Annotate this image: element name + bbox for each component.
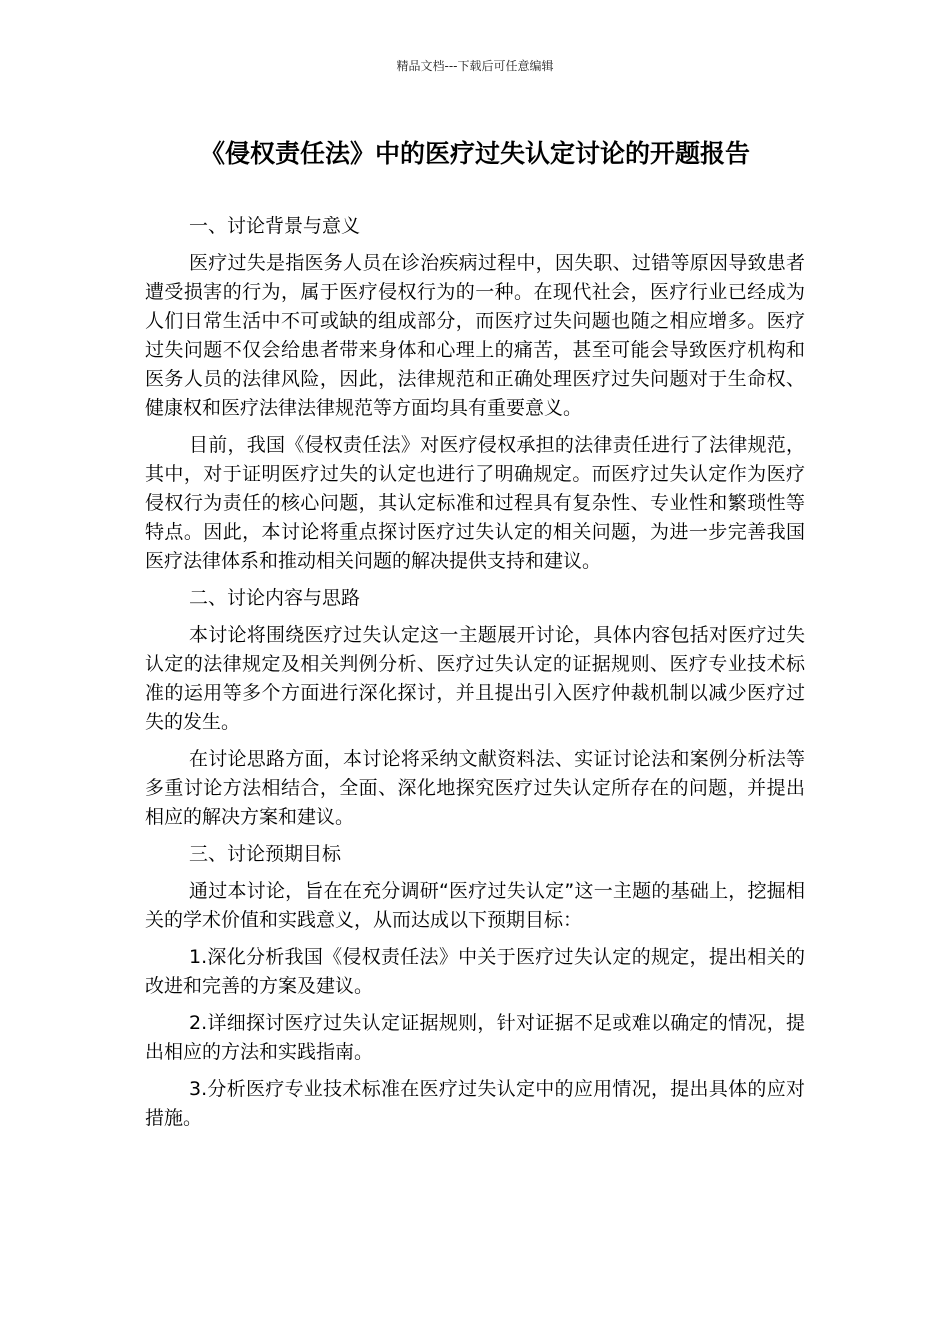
paragraph: 通过本讨论，旨在在充分调研“医疗过失认定”这一主题的基础上，挖掘相关的学术价值和实践意义，从而达成以下预期目标：: [145, 880, 805, 931]
paragraph: 目前，我国《侵权责任法》对医疗侵权承担的法律责任进行了法律规范，其中，对于证明医疗过失的认定也进行了明确规定。而医疗过失认定作为医疗侵权行为责任的核心问题，其认定标准和过程具有复杂性、专业性和繁琐性等特点。因此，本讨论将重点探讨医疗过失认定的相关问题，为进一步完善我国医疗法律体系和推动相关问题的解决提供支持和建议。: [145, 434, 805, 572]
page-header: 精品文档---下载后可任意编辑: [396, 59, 554, 73]
section-content-approach: [145, 584, 805, 832]
paragraph: 本讨论将围绕医疗过失认定这一主题展开讨论，具体内容包括对医疗过失认定的法律规定及相关判例分析、医疗过失认定的证据规则、医疗专业技术标准的运用等多个方面进行深化探讨，并且提出引入医疗仲裁机制以减少医疗过失的发生。: [145, 624, 805, 733]
document-body: [145, 212, 805, 1141]
section-background: [145, 212, 805, 576]
section-heading: 一、讨论背景与意义: [189, 215, 361, 237]
goal-item: 2.详细探讨医疗过失认定证据规则，针对证据不足或难以确定的情况，提出相应的方法和实践指南。: [145, 1012, 805, 1063]
section-expected-goals: [145, 840, 805, 1133]
section-heading: 三、讨论预期目标: [189, 843, 342, 865]
paragraph: 医疗过失是指医务人员在诊治疾病过程中，因失职、过错等原因导致患者遭受损害的行为，属于医疗侵权行为的一种。在现代社会，医疗行业已经成为人们日常生活中不可或缺的组成部分，而医疗过失问题也随之相应增多。医疗过失问题不仅会给患者带来身体和心理上的痛苦，甚至可能会导致医疗机构和医务人员的法律风险，因此，法律规范和正确处理医疗过失问题对于生命权、健康权和医疗法律法律规范等方面均具有重要意义。: [145, 252, 805, 419]
document-title: 《侵权责任法》中的医疗过失认定讨论的开题报告: [199, 139, 750, 168]
paragraph: 在讨论思路方面，本讨论将采纳文献资料法、实证讨论法和案例分析法等多重讨论方法相结合，全面、深化地探究医疗过失认定所存在的问题，并提出相应的解决方案和建议。: [145, 748, 805, 828]
section-heading: 二、讨论内容与思路: [189, 587, 361, 609]
goal-item: 3.分析医疗专业技术标准在医疗过失认定中的应用情况，提出具体的应对措施。: [145, 1078, 805, 1129]
goal-item: 1.深化分析我国《侵权责任法》中关于医疗过失认定的规定，提出相关的改进和完善的方案及建议。: [145, 946, 805, 997]
